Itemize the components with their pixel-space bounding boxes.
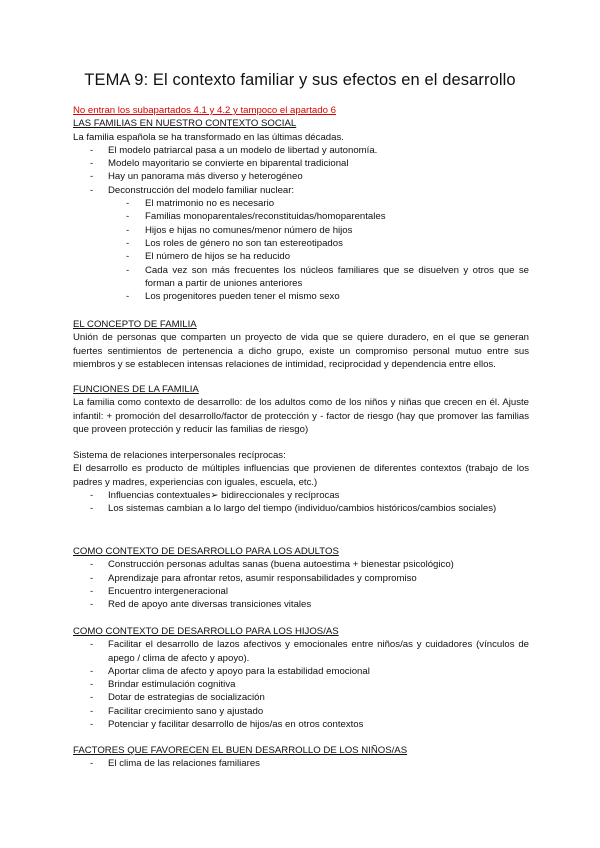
section-heading-familias: LAS FAMILIAS EN NUESTRO CONTEXTO SOCIAL [73,118,297,130]
section-adultos [73,545,529,611]
sub-list-item: - Los progenitores pueden tener el mismo sexo [73,290,529,303]
spacer [73,436,529,449]
paragraph: La familia como contexto de desarrollo: de los adultos como de los niños y niñas que crecen en él. Ajuste infantil: + promoción del desarrollo/factor de protección y - factor de riesgo (hay que promover las familias que proveen protección y reducir las familias de riesgo) [73,397,529,435]
list-item: - El modelo patriarcal pasa a un modelo de libertad y autonomía. [73,144,529,157]
bullet-list [73,558,529,611]
sub-list-item: - Familias monoparentales/reconstituidas/homoparentales [73,210,529,223]
bullet-list [73,638,529,731]
section-familias [73,104,529,303]
section-heading-hijos: COMO CONTEXTO DE DESARROLLO PARA LOS HIJOS/AS [73,626,339,637]
list-item: - Red de apoyo ante diversas transiciones vitales [73,598,529,611]
section-funciones [73,383,529,516]
page-title: TEMA 9: El contexto familiar y sus efectos en el desarrollo [84,71,516,89]
sub-list-item: - El matrimonio no es necesario [73,197,529,210]
sub-list-item: - El número de hijos se ha reducido [73,250,529,263]
paragraph: Sistema de relaciones interpersonales recíprocas: [73,450,286,462]
list-item: - Hay un panorama más diverso y heterogéneo [73,170,529,183]
section-heading-factores: FACTORES QUE FAVORECEN EL BUEN DESARROLLO DE LOS NIÑOS/AS [73,745,408,756]
paragraph: El desarrollo es producto de múltiples influencias que provienen de diferentes contextos (trabajo de los padres y madres, experiencias con iguales, escuela, etc.) [73,463,529,488]
section-concepto [73,318,529,371]
sub-list-item: - Hijos e hijas no comunes/menor número de hijos [73,224,529,237]
list-item: - Los sistemas cambian a lo largo del tiempo (individuo/cambios históricos/cambios sociales) [73,502,529,515]
bullet-list [73,489,529,516]
list-item: - El clima de las relaciones familiares [73,757,529,770]
list-item: - Modelo mayoritario se convierte en biparental tradicional [73,157,529,170]
section-heading-adultos: COMO CONTEXTO DE DESARROLLO PARA LOS ADULTOS [73,546,339,557]
section-heading-concepto: EL CONCEPTO DE FAMILIA [73,319,197,330]
sub-list-item: - Los roles de género no son tan estereotipados [73,237,529,250]
bullet-list [73,144,529,304]
list-item: - Potenciar y facilitar desarrollo de hijos/as en otros contextos [73,718,529,731]
section-intro: La familia española se ha transformado en las últimas décadas. [73,131,344,143]
list-item: - Dotar de estrategias de socialización [73,691,529,704]
list-item: - Construcción personas adultas sanas (buena autoestima + bienestar psicológico) [73,558,529,571]
list-item: - Facilitar crecimiento sano y ajustado [73,705,529,718]
exclusion-note: No entran los subapartados 4.1 y 4.2 y tampoco el apartado 6 [73,105,336,116]
list-item: - Influencias contextuales➢ bidireccionales y recíprocas [73,489,529,502]
list-item: - Aprendizaje para afrontar retos, asumir responsabilidades y compromiso [73,572,529,585]
list-item: - Aportar clima de afecto y apoyo para la estabilidad emocional [73,665,529,678]
section-hijos [73,625,529,731]
sub-list-item: - Cada vez son más frecuentes los núcleos familiares que se disuelven y otros que se forman a partir de uniones anteriores [73,264,529,291]
section-factores [73,744,529,771]
list-item: - Encuentro intergeneracional [73,585,529,598]
section-heading-funciones: FUNCIONES DE LA FAMILIA [73,384,199,395]
list-item: - Brindar estimulación cognitiva [73,678,529,691]
bullet-list [73,757,529,770]
list-item: - Deconstrucción del modelo familiar nuclear: [73,184,529,197]
list-item: - Facilitar el desarrollo de lazos afectivos y emocionales entre niños/as y cuidadores (vínculos de apego / clima de afecto y apoyo). [73,638,529,665]
paragraph: Unión de personas que comparten un proyecto de vida que se quiere duradero, en el que se generan fuertes sentimientos de pertenencia a dicho grupo, existe un compromiso personal mutuo entre sus miembros y se establecen intensas relaciones de intimidad, reciprocidad y dependencia entre ellos. [73,332,529,370]
